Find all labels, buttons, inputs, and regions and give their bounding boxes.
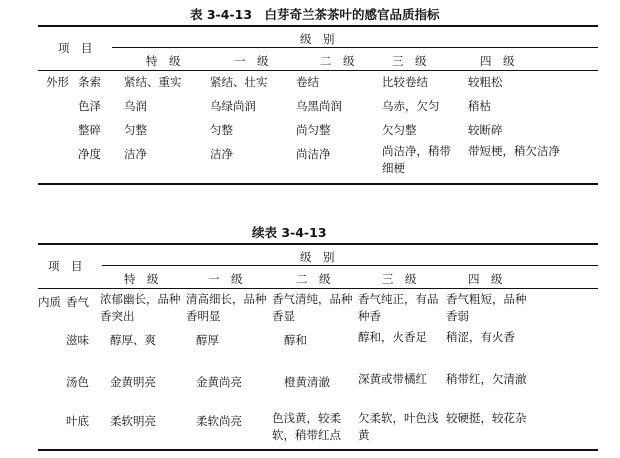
table1-cell: 乌黑尚润 bbox=[296, 99, 342, 113]
table2-grade-rule bbox=[102, 265, 598, 266]
table2-grade-header: 级 别 bbox=[300, 250, 335, 264]
table1-cell: 乌赤，欠匀 bbox=[382, 99, 440, 113]
table2-header-rule bbox=[38, 288, 598, 289]
table2-bottom-rule bbox=[38, 449, 598, 451]
table1-cell: 稍枯 bbox=[468, 99, 491, 113]
table1-grade-4: 四 级 bbox=[480, 54, 515, 68]
table1-group-label: 外形 bbox=[46, 75, 69, 89]
table1-item-header: 项 目 bbox=[58, 41, 93, 55]
table2-attr-4: 叶底 bbox=[66, 414, 89, 428]
table1-grade-2: 二 级 bbox=[320, 54, 355, 68]
table2-attr-3: 汤色 bbox=[66, 375, 89, 389]
table1-grade-1: 一 级 bbox=[234, 54, 269, 68]
table1-attr-3: 整碎 bbox=[78, 123, 101, 137]
table1-grade-special: 特 级 bbox=[146, 54, 181, 68]
table1-cell: 洁净 bbox=[210, 147, 233, 161]
table2-title: 续表 3-4-13 bbox=[252, 225, 327, 240]
table2-cell: 柔软明亮 bbox=[110, 414, 156, 428]
table1-cell: 洁净 bbox=[124, 147, 147, 161]
table2-cell: 稍带红，欠清澈 bbox=[446, 372, 527, 386]
table2-cell: 柔软尚亮 bbox=[196, 414, 242, 428]
table1-cell: 尚洁净 bbox=[296, 147, 331, 161]
table1-title: 表 3-4-13 白芽奇兰茶茶叶的感官品质指标 bbox=[190, 7, 440, 22]
table1-cell: 尚洁净，稍带细梗 bbox=[382, 144, 451, 175]
table1-cell: 卷结 bbox=[296, 75, 319, 89]
table2-cell: 醇和 bbox=[284, 333, 307, 347]
table2-grade-1: 一 级 bbox=[208, 272, 243, 286]
table1-cell: 带短梗，稍欠洁净 bbox=[468, 144, 560, 158]
table1-cell: 较粗松 bbox=[468, 75, 503, 89]
table1-bottom-rule bbox=[38, 183, 598, 185]
table2-grade-special: 特 级 bbox=[124, 272, 159, 286]
table1-cell: 匀整 bbox=[210, 123, 233, 137]
table1-attr-1: 条索 bbox=[78, 75, 101, 89]
table2-attr-1: 香气 bbox=[66, 295, 89, 309]
table2-cell: 金黄明亮 bbox=[110, 375, 156, 389]
table2-cell: 浓郁幽长，品种香突出 bbox=[100, 292, 181, 323]
table1-top-rule bbox=[38, 25, 598, 27]
table1-header-rule bbox=[38, 70, 598, 71]
table1-cell: 欠匀整 bbox=[382, 123, 417, 137]
table1-grade-3: 三 级 bbox=[392, 54, 427, 68]
table1-attr-4: 净度 bbox=[78, 147, 101, 161]
table2-grade-4: 四 级 bbox=[468, 272, 503, 286]
table1-cell: 匀整 bbox=[124, 123, 147, 137]
table1-cell: 紧结、重实 bbox=[124, 75, 182, 89]
table2-grade-3: 三 级 bbox=[382, 272, 417, 286]
table2-cell: 色浅黄，较柔软，稍带红点 bbox=[272, 411, 341, 442]
table2-cell: 清高细长，品种香明显 bbox=[186, 292, 267, 323]
table2-cell: 醇厚 bbox=[196, 333, 219, 347]
table1-cell: 比较卷结 bbox=[382, 75, 428, 89]
table1-cell: 乌绿尚润 bbox=[210, 99, 256, 113]
table2-cell: 橙黄清澈 bbox=[284, 375, 330, 389]
table2-top-rule bbox=[38, 243, 598, 245]
table1-grade-rule bbox=[112, 47, 598, 48]
table1-attr-2: 色泽 bbox=[78, 99, 101, 113]
table2-attr-2: 滋味 bbox=[66, 333, 89, 347]
table2-cell: 深黄或带橘红 bbox=[358, 372, 427, 386]
table1-cell: 较断碎 bbox=[468, 123, 503, 137]
table2-cell: 醇厚、爽 bbox=[110, 333, 156, 347]
table2-cell: 香气纯正，有品种香 bbox=[358, 292, 439, 323]
table2-cell: 较硬挺，较花杂 bbox=[446, 411, 527, 425]
table1-cell: 尚匀整 bbox=[296, 123, 331, 137]
table1-grade-header: 级 别 bbox=[300, 32, 335, 46]
table2-cell: 欠柔软，叶色浅黄 bbox=[358, 411, 439, 442]
table1-cell: 紧结、壮实 bbox=[210, 75, 268, 89]
table1-cell: 乌润 bbox=[124, 99, 147, 113]
table2-grade-2: 二 级 bbox=[296, 272, 331, 286]
table2-cell: 金黄尚亮 bbox=[196, 375, 242, 389]
table2-cell: 香气粗短，品种香弱 bbox=[446, 292, 527, 323]
table2-cell: 香气清纯，品种香显 bbox=[272, 292, 353, 323]
table2-cell: 醇和，火香足 bbox=[358, 330, 427, 344]
table2-item-header: 项 目 bbox=[48, 259, 83, 273]
table2-cell: 稍涩，有火香 bbox=[446, 330, 515, 344]
table2-group-label: 内质 bbox=[38, 295, 61, 309]
